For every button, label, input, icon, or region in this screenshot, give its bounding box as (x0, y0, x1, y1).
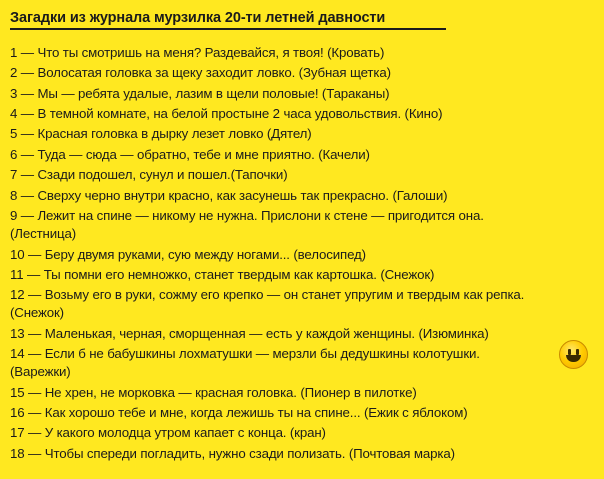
list-item: 16 — Как хорошо тебе и мне, когда лежишь ты на спине... (Ежик с яблоком) (10, 405, 468, 421)
list-item: 5 — Красная головка в дырку лезет ловко (Дятел) (10, 126, 312, 142)
smiley-mouth (566, 355, 581, 362)
list-item: 18 — Чтобы спереди погладить, нужно сзади полизать. (Почтовая марка) (10, 445, 455, 461)
list-item: 8 — Сверху черно внутри красно, как засунешь так прекрасно. (Галоши) (10, 187, 448, 203)
list-item: 7 — Сзади подошел, сунул и пошел.(Тапочки) (10, 167, 288, 183)
list-item: 13 — Маленькая, черная, сморщенная — есть у каждой женщины. (Изюминка) (10, 325, 489, 341)
list-item: 2 — Волосатая головка за щеку заходит ловко. (Зубная щетка) (10, 65, 391, 81)
list-item: 12 — Возьму его в руки, сожму его крепко — он станет упругим и твердым как репка. (Снежок) (10, 287, 525, 321)
smiley-face-icon (559, 340, 588, 369)
list-item: 6 — Туда — сюда — обратно, тебе и мне приятно. (Качели) (10, 146, 370, 162)
list-item: 4 — В темной комнате, на белой простыне 2 часа удовольствия. (Кино) (10, 105, 443, 121)
list-item: 11 — Ты помни его немножко, станет твердым как картошка. (Снежок) (10, 266, 435, 282)
list-item: 14 — Если б не бабушкины лохматушки — мерзли бы дедушкины колотушки.(Варежки) (10, 346, 480, 380)
riddle-list (8, 44, 594, 463)
list-item: 1 — Что ты смотришь на меня? Раздевайся, я твоя! (Кровать) (10, 44, 385, 60)
list-item: 9 — Лежит на спине — никому не нужна. Прислони к стене — пригодится она. (Лестница) (10, 208, 484, 242)
list-item: 10 — Беру двумя руками, сую между ногами... (велосипед) (10, 246, 366, 262)
list-item: 3 — Мы — ребята удалые, лазим в щели половые! (Тараканы) (10, 85, 390, 101)
list-item: 17 — У какого молодца утром капает с конца. (кран) (10, 425, 326, 441)
page-title: Загадки из журнала мурзилка 20-ти летней давности (10, 10, 386, 26)
title-underline (10, 28, 446, 30)
list-item: 15 — Не хрен, не морковка — красная головка. (Пионер в пилотке) (10, 384, 417, 400)
